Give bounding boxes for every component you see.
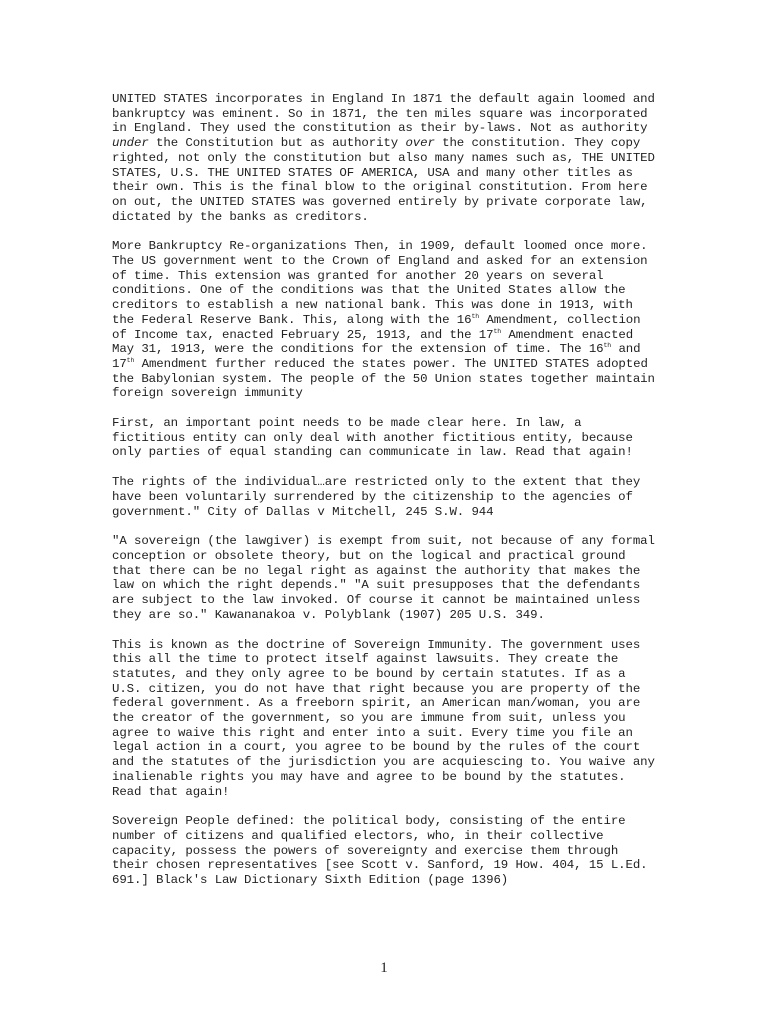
paragraph <box>112 416 657 460</box>
superscript-text: th <box>493 327 502 335</box>
text-run: the constitution. They copy righted, not only the constitution but also many names such as, THE UNITED STATES, U.S. THE UNITED STATES OF AMERICA, USA and many other titles as their own. This is the final blow to the original constitution. From here on out, the UNITED STATES was governed entirely by private corporate law, dictated by the banks as creditors. <box>112 136 655 224</box>
text-run: Sovereign People defined: the political body, consisting of the entire number of citizens and qualified electors, who, in their collective capacity, possess the powers of sovereignty and exercise them through their chosen representatives [see Scott v. Sanford, 19 How. 404, 15 L.Ed. 691.] Black's Law Dictionary Sixth Edition (page 1396) <box>112 814 648 888</box>
document-body <box>112 92 657 888</box>
text-run: UNITED STATES incorporates in England In 1871 the default again loomed and bankruptcy was eminent. So in 1871, the ten miles square was incorporated in England. They used the constitution as their by-laws. Not as authority <box>112 92 655 136</box>
superscript-text: th <box>471 312 480 320</box>
document-page <box>112 92 657 903</box>
superscript-text: th <box>126 356 135 364</box>
paragraph <box>112 92 657 224</box>
paragraph <box>112 239 657 401</box>
text-run: Amendment further reduced the states power. The UNITED STATES adopted the Babylonian system. The people of the 50 Union states together maintain foreign sovereign immunity <box>112 356 655 401</box>
paragraph <box>112 534 657 622</box>
superscript-text: th <box>603 342 612 350</box>
paragraph <box>112 814 657 888</box>
text-run: the Constitution but as authority <box>148 136 406 151</box>
page-number: 1 <box>380 960 388 976</box>
italic-text: under <box>112 136 149 151</box>
text-run: "A sovereign (the lawgiver) is exempt from suit, not because of any formal conception or obsolete theory, but on the logical and practical ground that there can be no legal right as against the authority that makes the law on which the right depends." "A suit presupposes that the defendants are subject to the law invoked. Of course it cannot be maintained unless they are so." Kawananakoa v. Polyblank (1907) 205 U.S. 349. <box>112 534 655 622</box>
text-run: More Bankruptcy Re-organizations Then, in 1909, default loomed once more. The US government went to the Crown of England and asked for an extension of time. This extension was granted for another 20 years on several conditions. One of the conditions was that the United States allow the creditors to establish a new national bank. This was done in 1913, with the Federal Reserve Bank. This, along with the 16 <box>112 239 648 327</box>
italic-text: over <box>405 136 435 151</box>
paragraph <box>112 638 657 800</box>
paragraph <box>112 475 657 519</box>
text-run: First, an important point needs to be made clear here. In law, a fictitious entity can only deal with another fictitious entity, because only parties of equal standing can communicate in law. Read that again! <box>112 416 633 460</box>
text-run: This is known as the doctrine of Sovereign Immunity. The government uses this all the time to protect itself against lawsuits. They create the statutes, and they only agree to be bound by certain statutes. If as a U.S. citizen, you do not have that right because you are property of the federal government. As a freeborn spirit, an American man/woman, you are the creator of the government, so you are immune from suit, unless you agree to waive this right and enter into a suit. Every time you file an legal action in a court, you agree to be bound by the rules of the court and the statutes of the jurisdiction you are acquiescing to. You waive any inalienable rights you may have and agree to be bound by the statutes. Read that again! <box>112 637 655 799</box>
text-run: and 17 <box>112 342 641 371</box>
text-run: Amendment enacted May 31, 1913, were the conditions for the extension of time. The 16 <box>112 327 634 357</box>
text-run: The rights of the individual…are restricted only to the extent that they have been voluntarily surrendered by the citizenship to the agencies of government." City of Dallas v Mitchell, 245 S.W. 944 <box>112 475 641 519</box>
text-run: Amendment, collection of Income tax, enacted February 25, 1913, and the 17 <box>112 312 641 342</box>
